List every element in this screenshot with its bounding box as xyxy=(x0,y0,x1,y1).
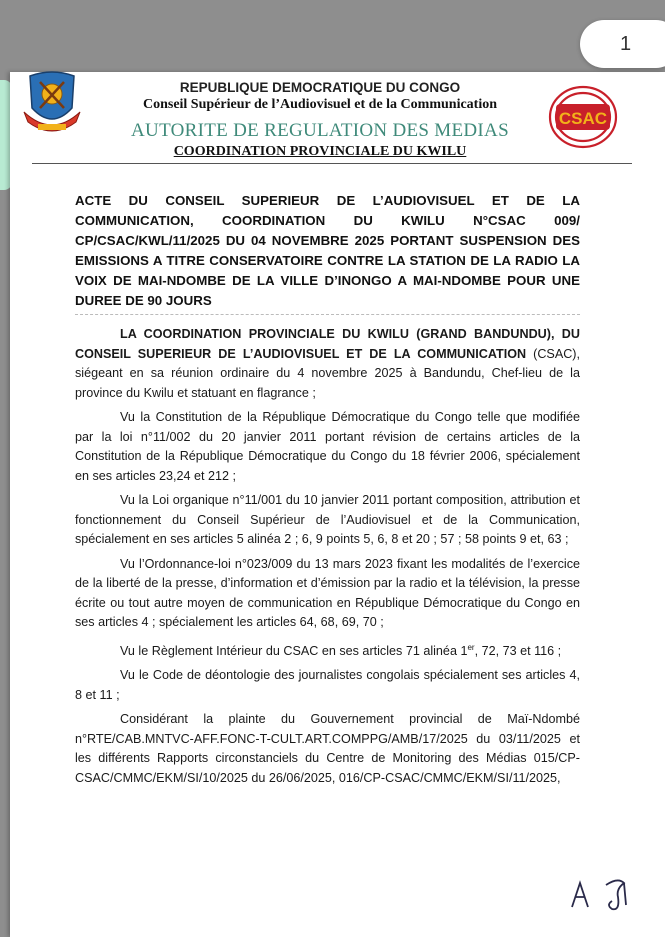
paragraph-ordinance: Vu l’Ordonnance-loi n°023/009 du 13 mars 2023 fixant les modalités de l’exercice de la liberté de la presse, d’information et d’émission par la radio et la télévision, la presse écrite ou tout autre moyen de communication en République Démocratique du Congo en ses articles 4 ; spécialement les articles 64, 68, 69, 70 ; xyxy=(75,556,580,629)
page-number: 1 xyxy=(620,33,632,55)
document-body xyxy=(75,325,580,793)
document-title: ACTE DU CONSEIL SUPERIEUR DE L’AUDIOVISUEL ET DE LA COMMUNICATION, COORDINATION DU KWILU N°CSAC 009/ CP/CSAC/KWL/11/2025 DU 04 NOVEMBRE 2025 PORTANT SUSPENSION DES EMISSIONS A TITRE CONSERVATOIRE CONTRE LA STATION DE LA RADIO LA VOIX DE MAI-NDOMBE DE LA VILLE D’INONGO A MAI-NDOMBE POUR UNE DUREE DE 90 JOURS xyxy=(75,193,580,308)
paragraph-considering: Considérant la plainte du Gouvernement provincial de Maï-Ndombé n°RTE/CAB.MNTVC-AFF.FONC-T-CULT.ART.COMPPG/AMB/17/2025 du 03/11/2025 et les différents Rapports circonstanciels du Centre de Monitoring des Médias 015/CP-CSAC/CMMC/EKM/SI/10/2025 du 26/06/2025, 016/CP-CSAC/CMMC/EKM/SI/11/2025, xyxy=(75,712,580,785)
paragraph-constitution: Vu la Constitution de la République Démocratique du Congo telle que modifiée par la loi n°11/002 du 20 janvier 2011 portant révision de certains articles de la Constitution de la République Démocratique du Congo du 18 février 2006, spécialement en ses articles 23,24 et 212 ; xyxy=(75,410,580,483)
intro-rest: (CSAC), siégeant en sa réunion ordinaire du 4 novembre 2025 à Bandundu, Chef-lieu de la province du Kwilu et statuant en flagrance ; xyxy=(75,346,581,400)
header-council: Conseil Supérieur de l’Audiovisuel et de la Communication xyxy=(142,97,498,112)
paragraph-code-ethics: Vu le Code de déontologie des journalistes congolais spécialement ses articles 4, 8 et 11 ; xyxy=(75,668,580,702)
page-number-badge xyxy=(580,20,665,68)
header-divider xyxy=(32,163,632,164)
header-coordination: COORDINATION PROVINCIALE DU KWILU xyxy=(173,144,467,159)
coat-of-arms-icon xyxy=(20,68,84,136)
paragraph-organic-law: Vu la Loi organique n°11/001 du 10 janvier 2011 portant composition, attribution et fonctionnement du Conseil Supérieur de l’Audiovisuel et de la Communication, spécialement en ses articles 5 alinéa 2 ; 6, 9 points 5, 6, 8 et 20 ; 57 ; 58 points 9 et, 63 ; xyxy=(75,493,580,546)
paragraph-internal-rules: Vu le Règlement Intérieur du CSAC en ses articles 71 alinéa 1er, 72, 73 et 116 ; xyxy=(120,642,562,658)
title-divider xyxy=(75,314,580,315)
csac-logo xyxy=(542,83,624,151)
intro-bold: LA COORDINATION PROVINCIALE DU KWILU (GRAND BANDUNDU), DU CONSEIL SUPERIEUR DE L’AUDIOVISUEL ET DE LA COMMUNICATION xyxy=(75,327,580,361)
header-authority: AUTORITE DE REGULATION DES MEDIAS xyxy=(131,120,509,141)
paragraph-intro xyxy=(75,325,580,403)
handwritten-initials xyxy=(566,875,646,915)
header-country: REPUBLIQUE DEMOCRATIQUE DU CONGO xyxy=(179,80,461,95)
csac-logo-text: CSAC xyxy=(558,109,608,128)
